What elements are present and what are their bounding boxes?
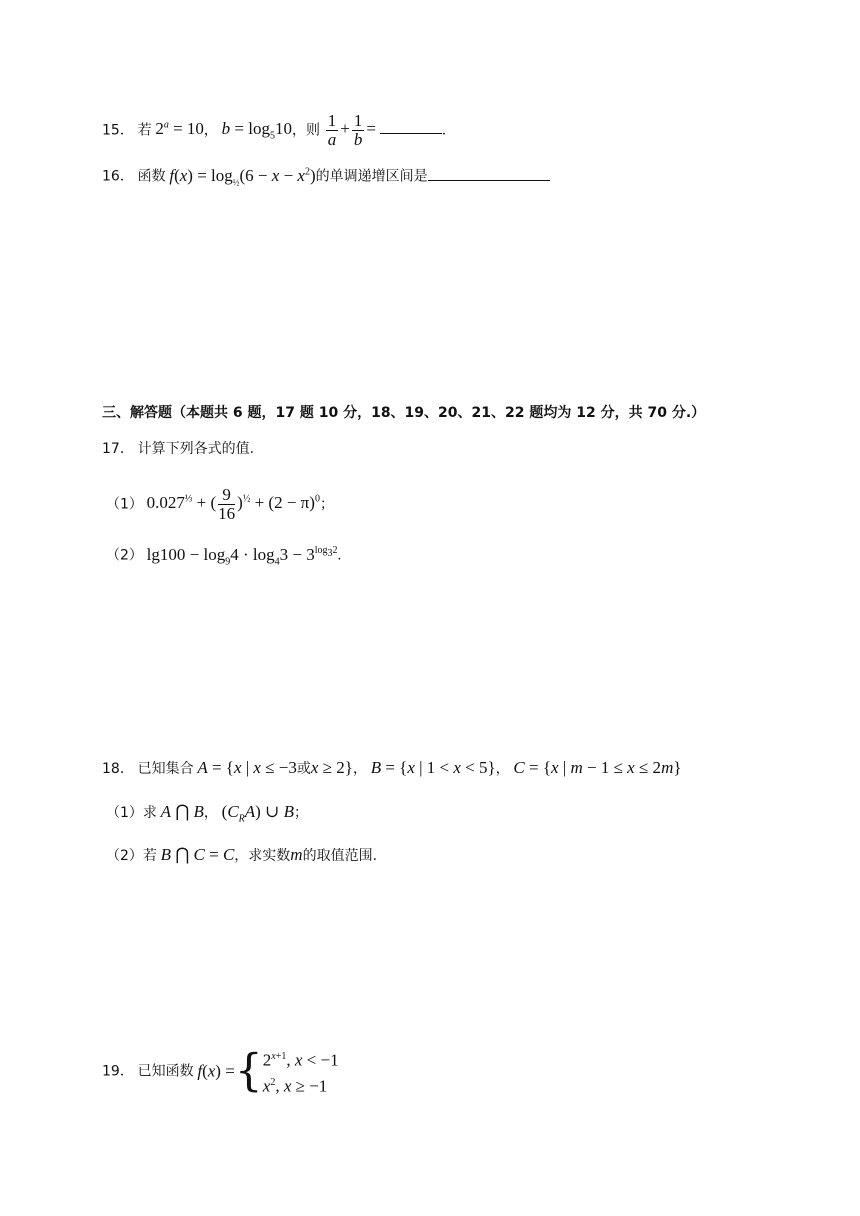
formula: B = {x | 1 < x < 5} (370, 758, 496, 777)
formula: C = {x | m − 1 ≤ x ≤ 2m} (513, 758, 682, 777)
question-number: 19． (102, 1063, 134, 1080)
brace: { (234, 1045, 263, 1097)
formula: $2^a = 10$ (155, 119, 204, 139)
answer-blank (380, 133, 442, 134)
question-number: 18． (102, 761, 134, 777)
formula: A = {x | x ≤ −3 (197, 758, 297, 777)
formula: $(C_RA)$ ∪ B (221, 802, 294, 825)
formula: A ⋂ B (160, 802, 204, 821)
formula: $0.027^{\frac{1}{3}}$ + ( $\frac{9}{16}$ )$^{\frac{1}{2}} + (2 - \pi)^0$ (146, 485, 320, 523)
piecewise-cases: $2^{x+1}$, x < −1 $x^2$, x ≥ −1 (262, 1050, 339, 1096)
question-16: 16． 函数 $f(x) = \log_{\frac{1}{2}}(6 - x - x^2)$的单调递增区间是 (102, 162, 550, 192)
formula: f(x) = (197, 1061, 235, 1081)
formula: $b = \log_510$ (221, 119, 292, 142)
question-18-part-1: （1）求 A ⋂ B， $(C_RA)$ ∪ B； (106, 802, 308, 825)
question-number: 16． (102, 168, 134, 185)
formula: $\lg 100 - \log_94 \cdot \log_43 - 3^{log_32}$ (146, 544, 338, 568)
question-17: 17． 计算下列各式的值. (102, 441, 255, 457)
formula: $\frac{1}{a}$ + $\frac{1}{b}$ = (327, 111, 381, 149)
question-15: 15． 若 $2^a = 10$， $b = \log_510$，则 $\frac{1}{a}$ + $\frac{1}{b}$ = . (102, 111, 446, 149)
question-number: 17． (102, 441, 134, 457)
answer-blank (428, 180, 550, 181)
question-18-part-2: （2）若 B ⋂ C = C，求实数m的取值范围. (106, 845, 378, 864)
question-19: 19． 已知函数 f(x) ={ $2^{x+1}$, x < −1 $x^2$, x ≥ −1 (102, 1045, 339, 1097)
section-heading: 三、解答题（本题共 6 题，17 题 10 分，18、19、20、21、22 题均为 12 分，共 70 分.） (102, 405, 706, 421)
question-18: 18． 已知集合 A = {x | x ≤ −3或x ≥ 2}， B = {x | 1 < x < 5}， C = {x | m − 1 ≤ x ≤ 2m} (102, 758, 682, 777)
formula: B ⋂ C = C (160, 845, 235, 864)
formula: $f(x) = \log_{\frac{1}{2}}(6 - x - x^2)$ (169, 165, 316, 188)
question-17-part-1: （1） $0.027^{\frac{1}{3}}$ + ( $\frac{9}{16}$ )$^{\frac{1}{2}} + (2 - \pi)^0$； (106, 485, 334, 523)
question-17-part-2: （2） $\lg 100 - \log_94 \cdot \log_43 - 3^{log_32}$. (106, 544, 342, 568)
question-number: 15． (102, 122, 134, 139)
